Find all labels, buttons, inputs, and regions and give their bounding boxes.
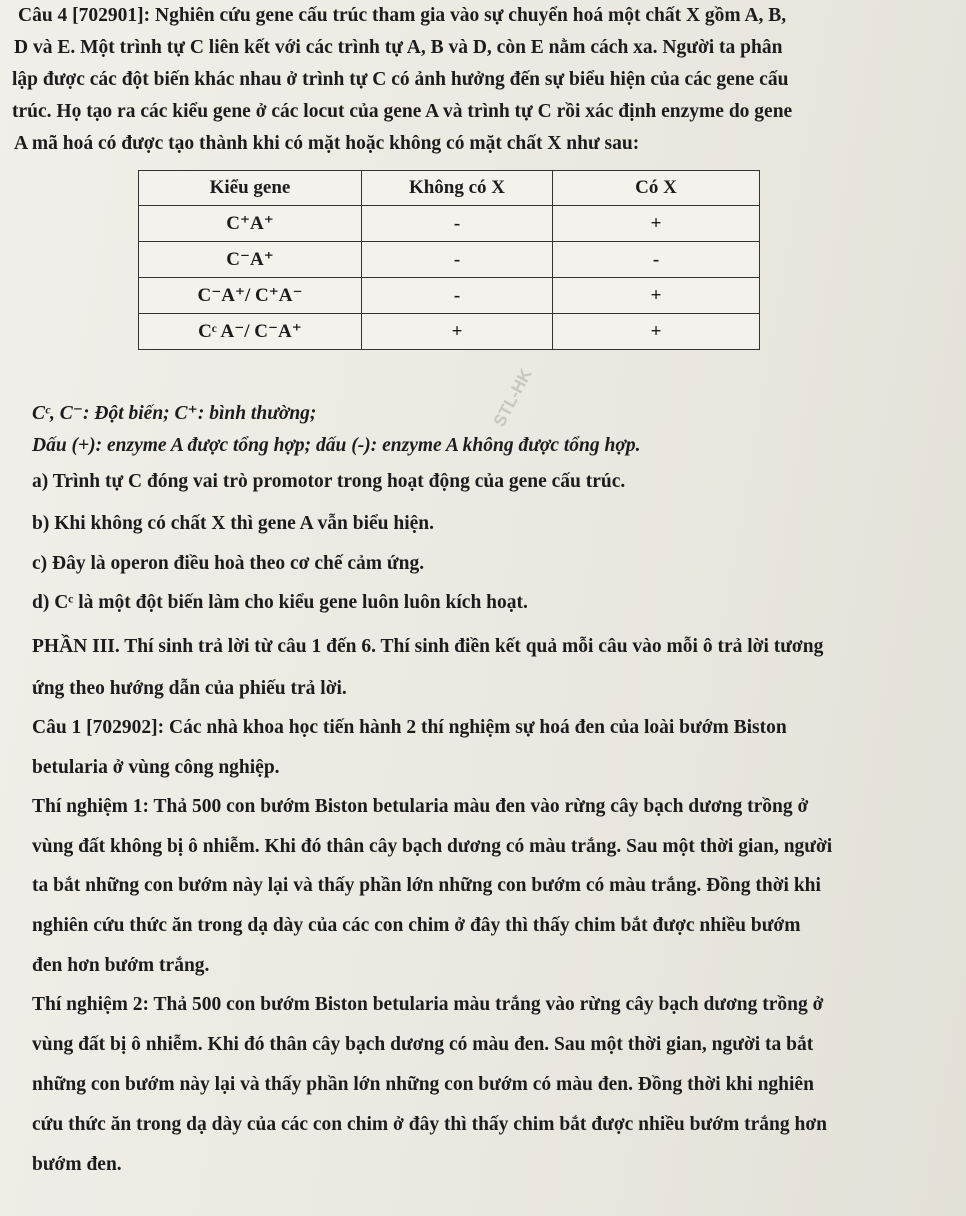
q1-intro-1: Câu 1 [702902]: Các nhà khoa học tiến hành 2 thí nghiệm sự hoá đen của loài bướm Biston [32,717,787,738]
q4-line-5: A mã hoá có được tạo thành khi có mặt hoặc không có mặt chất X như sau: [14,133,640,154]
table-cell: C⁻A⁺/ C⁺A⁻ [139,278,362,314]
table-header-cell: Có X [553,171,760,206]
q4-line-2: D và E. Một trình tự C liên kết với các trình tự A, B và D, còn E nằm cách xa. Người ta phân [14,37,783,58]
part3-line-2: ứng theo hướng dẫn của phiếu trả lời. [32,678,347,699]
q4-line-4: trúc. Họ tạo ra các kiểu gene ở các locut của gene A và trình tự C rồi xác định enzyme do gene [12,101,793,122]
table-header-row [139,171,760,206]
watermark: STL-HK [489,365,536,430]
table-row [139,314,760,350]
legend-mutation: Cᶜ, C⁻: Đột biến; C⁺: bình thường; [32,403,317,424]
statement-c: c) Đây là operon điều hoà theo cơ chế cảm ứng. [32,553,425,574]
table-cell: Cᶜ A⁻/ C⁻A⁺ [139,314,362,350]
exp1-line-4: nghiên cứu thức ăn trong dạ dày của các con chim ở đây thì thấy chim bắt được nhiều bướm [32,915,801,936]
part3-line-1: PHẦN III. Thí sinh trả lời từ câu 1 đến 6. Thí sinh điền kết quả mỗi câu vào mỗi ô trả lời tương [32,636,824,657]
table-row [139,242,760,278]
legend-signs: Dấu (+): enzyme A được tổng hợp; dấu (-): enzyme A không được tổng hợp. [32,435,641,456]
table-cell: C⁺A⁺ [139,206,362,242]
table-cell: C⁻A⁺ [139,242,362,278]
exp1-line-1: Thí nghiệm 1: Thả 500 con bướm Biston betularia màu đen vào rừng cây bạch dương trồng ở [32,796,809,817]
q1-intro-2: betularia ở vùng công nghiệp. [32,757,280,778]
exp2-line-5: bướm đen. [32,1154,122,1175]
genotype-table [138,170,760,350]
table-row [139,278,760,314]
table-cell: - [362,206,553,242]
exp2-line-3: những con bướm này lại và thấy phần lớn những con bướm có màu đen. Đồng thời khi nghiên [32,1074,814,1095]
q4-line-3: lập được các đột biến khác nhau ở trình tự C có ảnh hưởng đến sự biểu hiện của các gene cấu [12,69,789,90]
statement-a: a) Trình tự C đóng vai trò promotor trong hoạt động của gene cấu trúc. [32,471,626,492]
exp2-line-4: cứu thức ăn trong dạ dày của các con chim ở đây thì thấy chim bắt được nhiều bướm trắng hơn [32,1114,827,1135]
table-cell: + [362,314,553,350]
table-cell: - [362,242,553,278]
q4-line-1: Câu 4 [702901]: Nghiên cứu gene cấu trúc tham gia vào sự chuyển hoá một chất X gồm A, B, [18,5,787,26]
statement-d: d) Cᶜ là một đột biến làm cho kiểu gene luôn luôn kích hoạt. [32,592,528,613]
exp2-line-1: Thí nghiệm 2: Thả 500 con bướm Biston betularia màu trắng vào rừng cây bạch dương trồng ở [32,994,824,1015]
table-cell: - [553,242,760,278]
table-header-cell: Kiểu gene [139,171,362,206]
statement-b: b) Khi không có chất X thì gene A vẫn biểu hiện. [32,513,434,534]
exp1-line-3: ta bắt những con bướm này lại và thấy phần lớn những con bướm có màu trắng. Đồng thời khi [32,875,821,896]
exp1-line-5: đen hơn bướm trắng. [32,955,210,976]
table-cell: + [553,314,760,350]
table-cell: + [553,206,760,242]
exp1-line-2: vùng đất không bị ô nhiễm. Khi đó thân cây bạch dương có màu trắng. Sau một thời gian, người [32,836,833,857]
table-header-cell: Không có X [362,171,553,206]
exp2-line-2: vùng đất bị ô nhiễm. Khi đó thân cây bạch dương có màu đen. Sau một thời gian, người ta bắt [32,1034,814,1055]
table-row [139,206,760,242]
table-cell: - [362,278,553,314]
table-cell: + [553,278,760,314]
